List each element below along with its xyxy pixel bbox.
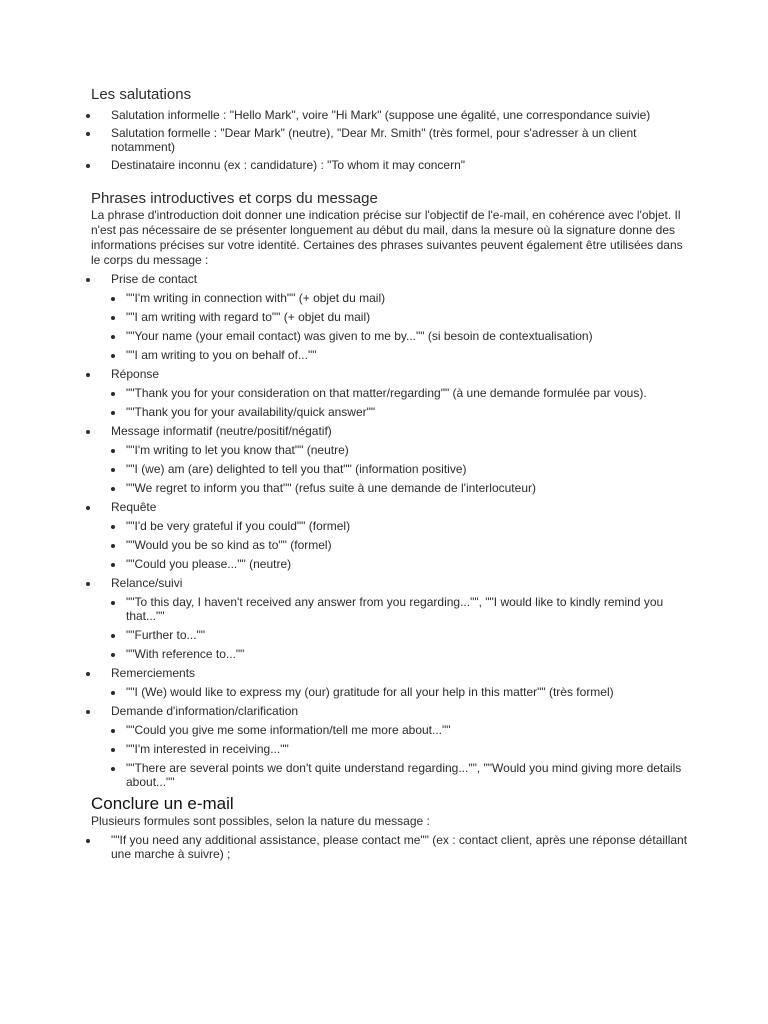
phrase-text: ""I'm interested in receiving..."": [126, 742, 289, 756]
phrase-text: ""There are several points we don't quite understand regarding..."", ""Would you mind giving more details about..."": [126, 761, 682, 789]
phrase-list: [111, 723, 691, 789]
phrase-text: ""With reference to..."": [126, 647, 245, 661]
bullet-list: [91, 833, 691, 861]
list-item-text: ""If you need any additional assistance, please contact me"" (ex : contact client, après une réponse détaillant une marche à suivre) ;: [111, 833, 688, 861]
phrase-list: [111, 519, 691, 571]
phrase-item: [111, 538, 691, 552]
phrase-text: ""Would you be so kind as to"" (formel): [126, 538, 332, 552]
list-item-text: Salutation formelle : "Dear Mark" (neutre), "Dear Mr. Smith" (très formel, pour s'adresser à un client notamment): [111, 126, 637, 154]
phrase-text: ""Could you please..."" (neutre): [126, 557, 292, 571]
phrase-text: ""To this day, I haven't received any answer from you regarding..."", ""I would like to kindly remind you that..."": [126, 595, 664, 623]
phrase-item: [111, 291, 691, 305]
phrase-item: [111, 462, 691, 476]
phrase-item: [111, 481, 691, 495]
category-label: Remerciements: [111, 666, 196, 680]
category-list: [91, 272, 691, 789]
phrase-text: ""Could you give me some information/tell me more about..."": [126, 723, 451, 737]
list-item-text: Destinataire inconnu (ex : candidature) : "To whom it may concern": [111, 158, 466, 172]
category-item: [91, 272, 691, 362]
category-item: [91, 367, 691, 419]
phrase-text: ""I am writing to you on behalf of..."": [126, 348, 317, 362]
section-salutations: [91, 86, 691, 172]
category-label: Message informatif (neutre/positif/négatif): [111, 424, 332, 438]
category-label: Relance/suivi: [111, 576, 183, 590]
phrase-item: [111, 310, 691, 324]
list-item: [91, 833, 691, 861]
phrase-list: [111, 443, 691, 495]
phrase-list: [111, 386, 691, 419]
category-label: Prise de contact: [111, 272, 198, 286]
section-conclusion: [91, 794, 691, 861]
category-label: Réponse: [111, 367, 160, 381]
phrase-item: [111, 595, 691, 623]
phrase-item: [111, 405, 691, 419]
phrase-item: [111, 761, 691, 789]
phrase-item: [111, 647, 691, 661]
phrase-list: [111, 595, 691, 661]
section-intro: [91, 190, 691, 789]
section-heading: Les salutations: [91, 86, 192, 103]
list-item: [91, 126, 691, 154]
list-item-text: Salutation informelle : "Hello Mark", voire "Hi Mark" (suppose une égalité, une correspondance suivie): [111, 108, 651, 122]
phrase-text: ""I (We) would like to express my (our) gratitude for all your help in this matter"" (très formel): [126, 685, 614, 699]
list-item: [91, 108, 691, 122]
phrase-text: ""I am writing with regard to"" (+ objet du mail): [126, 310, 371, 324]
category-label: Requête: [111, 500, 157, 514]
phrase-item: [111, 685, 691, 699]
phrase-text: ""I (we) am (are) delighted to tell you that"" (information positive): [126, 462, 467, 476]
phrase-item: [111, 329, 691, 343]
phrase-text: ""Further to..."": [126, 628, 206, 642]
phrase-item: [111, 443, 691, 457]
section-heading: Conclure un e-mail: [91, 794, 234, 813]
phrase-text: ""I'm writing in connection with"" (+ objet du mail): [126, 291, 386, 305]
category-item: [91, 500, 691, 571]
phrase-item: [111, 557, 691, 571]
category-item: [91, 424, 691, 495]
conclusion-paragraph: Plusieurs formules sont possibles, selon la nature du message :: [91, 814, 430, 828]
phrase-item: [111, 519, 691, 533]
phrase-item: [111, 742, 691, 756]
category-item: [91, 704, 691, 789]
phrase-text: ""I'm writing to let you know that"" (neutre): [126, 443, 349, 457]
category-label: Demande d'information/clarification: [111, 704, 299, 718]
phrase-text: ""Thank you for your consideration on that matter/regarding"" (à une demande formulée par vous).: [126, 386, 647, 400]
phrase-item: [111, 386, 691, 400]
list-item: [91, 158, 691, 172]
phrase-list: [111, 685, 691, 699]
phrase-text: ""Thank you for your availability/quick answer"": [126, 405, 376, 419]
phrase-text: ""I'd be very grateful if you could"" (formel): [126, 519, 351, 533]
intro-paragraph: La phrase d'introduction doit donner une indication précise sur l'objectif de l'e-mail, en cohérence avec l'objet. Il n'est pas nécessaire de se présenter longuement au début du mail, dans la mesure où la signature donne des informations précises sur votre identité. Certaines des phrases suivantes peuvent également être utilisées dans le corps du message :: [91, 208, 683, 267]
document-content: [91, 86, 691, 866]
phrase-item: [111, 628, 691, 642]
phrase-list: [111, 291, 691, 362]
phrase-item: [111, 348, 691, 362]
phrase-text: ""We regret to inform you that"" (refus suite à une demande de l'interlocuteur): [126, 481, 536, 495]
section-heading: Phrases introductives et corps du message: [91, 190, 378, 207]
phrase-item: [111, 723, 691, 737]
category-item: [91, 666, 691, 699]
phrase-text: ""Your name (your email contact) was given to me by..."" (si besoin de contextualisation): [126, 329, 593, 343]
bullet-list: [91, 108, 691, 172]
category-item: [91, 576, 691, 661]
